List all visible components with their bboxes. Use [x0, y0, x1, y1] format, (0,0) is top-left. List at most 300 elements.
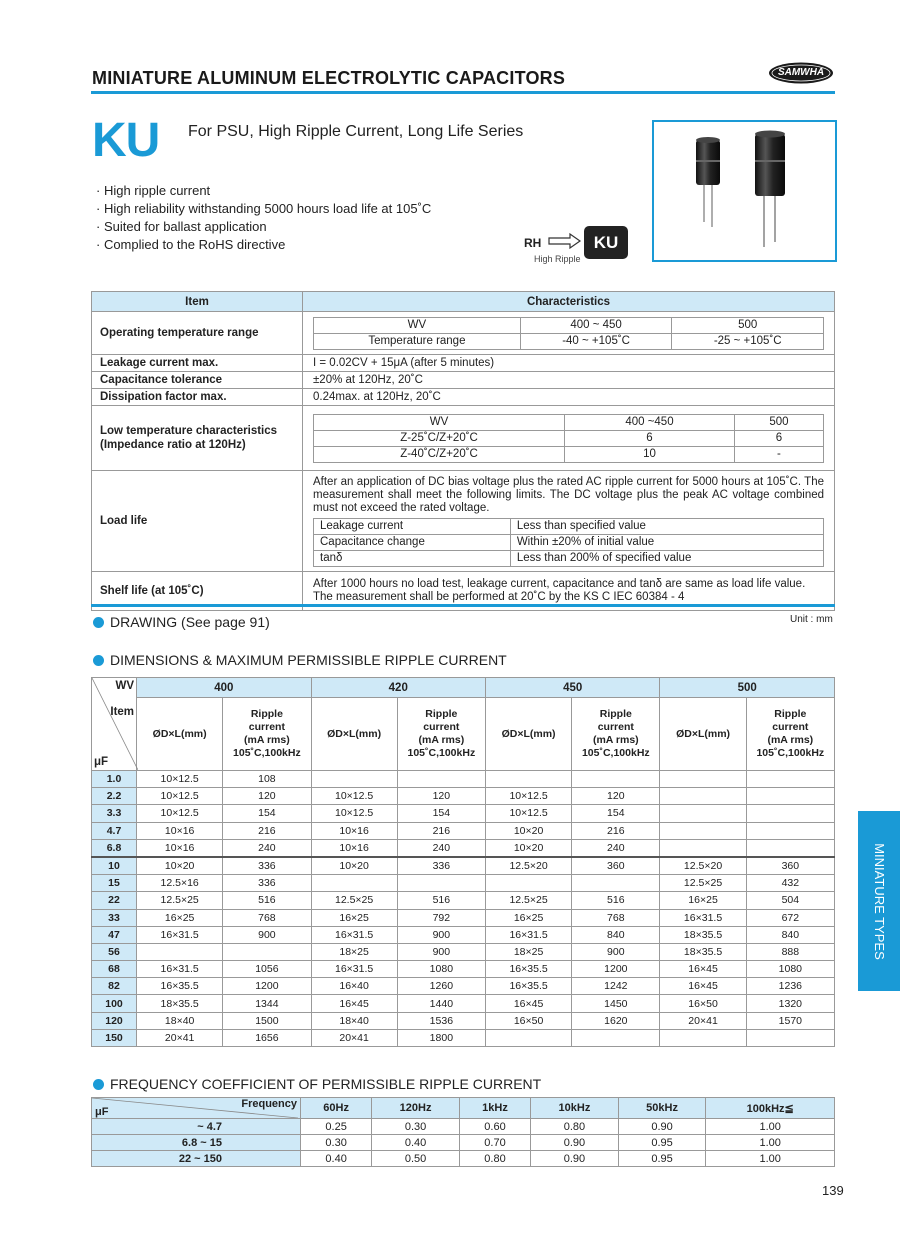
voltage-header: 400: [137, 678, 311, 698]
drawing-page-ref: (See page 91): [181, 614, 270, 630]
col-header-ripple: [223, 698, 311, 771]
ripple-cell: 900: [572, 943, 660, 960]
dimension-cell: 10×16: [137, 822, 223, 839]
dimension-cell: 10×16: [311, 839, 397, 857]
table-row: [92, 1151, 835, 1167]
product-photo: [652, 120, 837, 262]
corner-item: Item: [110, 706, 135, 718]
series-subtitle: For PSU, High Ripple Current, Long Life Series: [188, 123, 524, 140]
subtable-cell: -40 ~ +105˚C: [520, 333, 672, 349]
table-row: [92, 771, 835, 788]
col-header-dimension: ØD×L(mm): [137, 698, 223, 771]
subtable-cell: 6: [565, 430, 735, 446]
ripple-cell: 1242: [572, 978, 660, 995]
table-row: [92, 788, 835, 805]
dimension-cell: 12.5×16: [137, 875, 223, 892]
frequency-header: 100kHz≦: [706, 1098, 835, 1119]
coefficient-cell: 0.80: [459, 1151, 530, 1167]
ripple-header-line: Ripple: [599, 708, 632, 720]
ripple-cell: [746, 788, 834, 805]
dimension-cell: 20×41: [137, 1029, 223, 1046]
dimension-cell: 16×31.5: [311, 961, 397, 978]
table-row: [92, 926, 835, 943]
arrow-right-icon: [548, 232, 582, 250]
subtable-cell: 500: [672, 317, 824, 333]
section-side-tab: [858, 811, 900, 991]
ripple-header-line: (mA rms): [418, 734, 465, 746]
ripple-cell: 672: [746, 909, 834, 926]
ripple-cell: 900: [397, 943, 485, 960]
coefficient-cell: 0.90: [531, 1151, 619, 1167]
subtable-cell: -: [734, 446, 823, 462]
dimension-cell: 10×12.5: [137, 771, 223, 788]
frequency-title: FREQUENCY COEFFICIENT OF PERMISSIBLE RIPPLE CURRENT: [110, 1076, 542, 1092]
ripple-cell: 216: [572, 822, 660, 839]
shelf-life-text: The measurement shall be performed at 20˚C by the KS C IEC 60384 - 4: [313, 591, 685, 603]
col-header-ripple: [746, 698, 834, 771]
subtable-cell: 6: [734, 430, 823, 446]
ripple-cell: 1080: [746, 961, 834, 978]
dimension-cell: 10×12.5: [485, 805, 571, 822]
ripple-header-line: (mA rms): [767, 734, 814, 746]
ripple-cell: 120: [223, 788, 311, 805]
dimension-cell: [660, 839, 746, 857]
subtable-cell: Less than specified value: [510, 518, 823, 534]
frequency-header: 120Hz: [372, 1098, 460, 1119]
corner-cell: [92, 678, 137, 771]
spec-value: 0.24max. at 120Hz, 20˚C: [303, 389, 835, 406]
ripple-cell: [746, 822, 834, 839]
bullet-dot-icon: [93, 1079, 104, 1090]
capacitance-cell: 33: [92, 909, 137, 926]
voltage-header: 420: [311, 678, 485, 698]
ripple-cell: 1200: [223, 978, 311, 995]
voltage-header: 450: [485, 678, 659, 698]
dimension-cell: 12.5×20: [660, 857, 746, 875]
lineage-caption: High Ripple: [534, 254, 581, 264]
spec-value: I = 0.02CV + 15μA (after 5 minutes): [303, 355, 835, 372]
dimension-cell: 10×16: [311, 822, 397, 839]
ripple-cell: 1260: [397, 978, 485, 995]
feature-item: · Suited for ballast application: [96, 219, 267, 234]
capacitance-cell: 2.2: [92, 788, 137, 805]
ripple-header-line: 105˚C,100kHz: [233, 747, 301, 759]
ripple-cell: 240: [572, 839, 660, 857]
table-row: [92, 943, 835, 960]
capacitance-cell: 47: [92, 926, 137, 943]
dimension-cell: 10×20: [485, 839, 571, 857]
dimension-cell: [485, 875, 571, 892]
capacitance-cell: 150: [92, 1029, 137, 1046]
subtable-cell: 10: [565, 446, 735, 462]
subtable-cell: Less than 200% of specified value: [510, 550, 823, 566]
load-life-text: After an application of DC bias voltage plus the rated AC ripple current for 5000 hours at 105˚C. The measurement shall meet the following limits. The DC voltage plus the peak AC voltage combined must not exceed the rated voltage.: [313, 475, 824, 514]
dimension-cell: 18×35.5: [660, 943, 746, 960]
table-row: [92, 1135, 835, 1151]
ripple-cell: 432: [746, 875, 834, 892]
spec-value: ±20% at 120Hz, 20˚C: [303, 372, 835, 389]
subtable-cell: Temperature range: [314, 333, 521, 349]
dimension-cell: 10×12.5: [311, 805, 397, 822]
drawing-heading: [93, 614, 270, 630]
bullet-dot-icon: [93, 617, 104, 628]
subtable-cell: tanδ: [314, 550, 511, 566]
ripple-cell: 1236: [746, 978, 834, 995]
col-header-ripple: [397, 698, 485, 771]
current-series-badge: KU: [584, 226, 628, 259]
samwha-logo: [768, 62, 834, 84]
feature-item: · Complied to the RoHS directive: [96, 237, 286, 252]
dimension-cell: 16×35.5: [485, 978, 571, 995]
table-row: [92, 892, 835, 909]
predecessor-series-label: RH: [524, 236, 542, 250]
capacitance-cell: 82: [92, 978, 137, 995]
ripple-cell: 108: [223, 771, 311, 788]
ripple-header-line: 105˚C,100kHz: [756, 747, 825, 759]
dimension-cell: [660, 771, 746, 788]
ripple-cell: [572, 1029, 660, 1046]
ripple-cell: 888: [746, 943, 834, 960]
ripple-header-line: current: [597, 721, 634, 733]
dimension-cell: 16×25: [137, 909, 223, 926]
dimension-cell: 16×35.5: [137, 978, 223, 995]
subtable-cell: Within ±20% of initial value: [510, 534, 823, 550]
corner-uf: μF: [94, 756, 109, 768]
coefficient-cell: 0.25: [301, 1119, 372, 1135]
ripple-cell: [223, 943, 311, 960]
corner-wv: WV: [115, 680, 135, 692]
dimension-cell: 18×25: [311, 943, 397, 960]
dimension-cell: 10×20: [137, 857, 223, 875]
corner-uf: μF: [95, 1106, 109, 1118]
ripple-cell: 504: [746, 892, 834, 909]
table-row: [92, 839, 835, 857]
ripple-cell: [397, 771, 485, 788]
unit-note: Unit : mm: [790, 614, 833, 625]
spec-header-item: Item: [92, 292, 303, 312]
ripple-cell: 1320: [746, 995, 834, 1012]
capacitance-cell: 120: [92, 1012, 137, 1029]
capacitance-cell: 15: [92, 875, 137, 892]
ripple-header-line: 105˚C,100kHz: [581, 747, 650, 759]
dimension-cell: 12.5×20: [485, 857, 571, 875]
ripple-cell: [746, 805, 834, 822]
corner-frequency: Frequency: [241, 1098, 297, 1110]
subtable-cell: 400 ~450: [565, 414, 735, 430]
frequency-header: 50kHz: [618, 1098, 706, 1119]
ripple-cell: [572, 875, 660, 892]
drawing-title: DRAWING: [110, 614, 178, 630]
ripple-cell: 768: [223, 909, 311, 926]
table-row: [92, 805, 835, 822]
dimension-cell: 16×31.5: [311, 926, 397, 943]
ripple-cell: 216: [223, 822, 311, 839]
subtable-cell: WV: [314, 414, 565, 430]
ripple-header-line: 105˚C,100kHz: [407, 747, 476, 759]
dimension-cell: 18×40: [137, 1012, 223, 1029]
dimension-cell: 10×12.5: [137, 788, 223, 805]
section-rule: [91, 604, 835, 607]
ripple-cell: [746, 1029, 834, 1046]
ripple-cell: 336: [223, 875, 311, 892]
ripple-cell: [746, 771, 834, 788]
capacitance-cell: 10: [92, 857, 137, 875]
ripple-cell: 360: [572, 857, 660, 875]
coefficient-cell: 0.95: [618, 1151, 706, 1167]
ripple-cell: 1800: [397, 1029, 485, 1046]
ripple-cell: 792: [397, 909, 485, 926]
frequency-header: 1kHz: [459, 1098, 530, 1119]
capacitance-cell: 22: [92, 892, 137, 909]
spec-label: Operating temperature range: [92, 312, 303, 355]
ripple-cell: 1570: [746, 1012, 834, 1029]
subtable-cell: Z-40˚C/Z+20˚C: [314, 446, 565, 462]
shelf-life-text: After 1000 hours no load test, leakage current, capacitance and tanδ are same as load life value.: [313, 578, 806, 590]
ripple-cell: 1656: [223, 1029, 311, 1046]
dimension-cell: 10×16: [137, 839, 223, 857]
ripple-cell: 154: [223, 805, 311, 822]
header-rule: [91, 91, 835, 94]
capacitance-cell: 6.8: [92, 839, 137, 857]
table-row: [92, 857, 835, 875]
ripple-cell: 516: [397, 892, 485, 909]
operating-temp-subtable: [313, 317, 824, 350]
spec-label: Dissipation factor max.: [92, 389, 303, 406]
dimension-cell: 12.5×25: [485, 892, 571, 909]
dimension-cell: 16×31.5: [660, 909, 746, 926]
capacitance-range-cell: ~ 4.7: [92, 1119, 301, 1135]
ripple-cell: 154: [397, 805, 485, 822]
dimensions-heading: [93, 652, 507, 668]
dimension-cell: [137, 943, 223, 960]
ripple-header-line: (mA rms): [244, 734, 290, 746]
subtable-cell: Leakage current: [314, 518, 511, 534]
dimension-cell: 16×50: [485, 1012, 571, 1029]
table-row: [92, 978, 835, 995]
ripple-cell: 120: [572, 788, 660, 805]
dimension-cell: [485, 771, 571, 788]
ripple-header-line: (mA rms): [592, 734, 639, 746]
ripple-cell: 1344: [223, 995, 311, 1012]
dimension-cell: 16×45: [311, 995, 397, 1012]
col-header-dimension: ØD×L(mm): [660, 698, 746, 771]
dimension-cell: 16×31.5: [137, 961, 223, 978]
capacitance-cell: 3.3: [92, 805, 137, 822]
spec-label: Low temperature characteristics: [100, 425, 278, 437]
dimension-cell: 16×25: [660, 892, 746, 909]
subtable-cell: 400 ~ 450: [520, 317, 672, 333]
ripple-cell: 900: [397, 926, 485, 943]
col-header-dimension: ØD×L(mm): [485, 698, 571, 771]
ripple-cell: 216: [397, 822, 485, 839]
ripple-cell: 1440: [397, 995, 485, 1012]
page-number: 139: [822, 1183, 844, 1198]
bullet-dot-icon: [93, 655, 104, 666]
dimensions-title: DIMENSIONS & MAXIMUM PERMISSIBLE RIPPLE CURRENT: [110, 652, 507, 668]
capacitance-cell: 100: [92, 995, 137, 1012]
capacitance-cell: 68: [92, 961, 137, 978]
dimension-cell: [660, 822, 746, 839]
feature-list: [96, 182, 431, 254]
dimension-cell: 16×50: [660, 995, 746, 1012]
spec-label: Shelf life (at 105˚C): [92, 572, 303, 611]
dimension-cell: 12.5×25: [311, 892, 397, 909]
coefficient-cell: 0.30: [301, 1135, 372, 1151]
table-row: [92, 875, 835, 892]
subtable-cell: Capacitance change: [314, 534, 511, 550]
table-row: [92, 961, 835, 978]
load-life-subtable: [313, 518, 824, 567]
ripple-cell: 516: [572, 892, 660, 909]
capacitance-cell: 1.0: [92, 771, 137, 788]
table-row: [92, 1029, 835, 1046]
coefficient-cell: 0.95: [618, 1135, 706, 1151]
dimension-cell: 16×40: [311, 978, 397, 995]
subtable-cell: WV: [314, 317, 521, 333]
frequency-header: 10kHz: [531, 1098, 619, 1119]
dimension-cell: [660, 805, 746, 822]
dimension-cell: 10×12.5: [485, 788, 571, 805]
ripple-cell: 336: [223, 857, 311, 875]
ripple-cell: 1536: [397, 1012, 485, 1029]
table-row: [92, 1119, 835, 1135]
ripple-cell: 240: [397, 839, 485, 857]
table-row: [92, 909, 835, 926]
subtable-cell: Z-25˚C/Z+20˚C: [314, 430, 565, 446]
table-row: [92, 822, 835, 839]
dimension-cell: 16×45: [660, 961, 746, 978]
dimension-cell: 16×31.5: [137, 926, 223, 943]
dimension-cell: 12.5×25: [137, 892, 223, 909]
feature-item: · High reliability withstanding 5000 hours load life at 105˚C: [96, 201, 432, 216]
specifications-table: [91, 291, 835, 611]
ripple-header-line: Ripple: [250, 708, 283, 720]
ripple-cell: 240: [223, 839, 311, 857]
ripple-cell: 1620: [572, 1012, 660, 1029]
dimension-cell: 16×25: [485, 909, 571, 926]
ripple-header-line: current: [248, 721, 285, 733]
capacitance-cell: 56: [92, 943, 137, 960]
side-tab-label: MINIATURE TYPES: [871, 842, 887, 960]
coefficient-cell: 0.90: [618, 1119, 706, 1135]
ripple-cell: [572, 771, 660, 788]
dimensions-table: [91, 677, 835, 1047]
dimension-cell: 20×41: [311, 1029, 397, 1046]
ripple-cell: 840: [746, 926, 834, 943]
ripple-cell: 516: [223, 892, 311, 909]
coefficient-cell: 0.40: [372, 1135, 460, 1151]
ripple-cell: 1056: [223, 961, 311, 978]
frequency-header: 60Hz: [301, 1098, 372, 1119]
coefficient-cell: 1.00: [706, 1119, 835, 1135]
capacitor-illustration: [654, 122, 835, 260]
dimension-cell: 16×31.5: [485, 926, 571, 943]
low-temp-subtable: [313, 414, 824, 463]
ripple-cell: 120: [397, 788, 485, 805]
logo-text: SAMWHA: [777, 67, 825, 78]
ripple-cell: 1200: [572, 961, 660, 978]
catalog-title: MINIATURE ALUMINUM ELECTROLYTIC CAPACITORS: [92, 68, 566, 88]
dimension-cell: 10×12.5: [137, 805, 223, 822]
spec-label: (Impedance ratio at 120Hz): [100, 439, 246, 451]
dimension-cell: 10×12.5: [311, 788, 397, 805]
ripple-cell: 1500: [223, 1012, 311, 1029]
capacitance-range-cell: 6.8 ~ 15: [92, 1135, 301, 1151]
dimension-cell: 10×20: [485, 822, 571, 839]
subtable-cell: -25 ~ +105˚C: [672, 333, 824, 349]
dimension-cell: 16×45: [660, 978, 746, 995]
ripple-cell: 154: [572, 805, 660, 822]
dimension-cell: [660, 1029, 746, 1046]
frequency-coefficient-table: [91, 1097, 835, 1167]
spec-header-characteristics: Characteristics: [303, 292, 835, 312]
dimension-cell: [311, 875, 397, 892]
coefficient-cell: 0.60: [459, 1119, 530, 1135]
dimension-cell: 16×35.5: [485, 961, 571, 978]
ripple-cell: 900: [223, 926, 311, 943]
ripple-header-line: current: [423, 721, 460, 733]
ripple-cell: 840: [572, 926, 660, 943]
ripple-header-line: Ripple: [425, 708, 458, 720]
series-code: KU: [92, 114, 160, 167]
subtable-cell: 500: [734, 414, 823, 430]
table-row: [92, 1012, 835, 1029]
coefficient-cell: 1.00: [706, 1135, 835, 1151]
ripple-cell: 360: [746, 857, 834, 875]
table-row: [92, 995, 835, 1012]
ripple-cell: 336: [397, 857, 485, 875]
coefficient-cell: 0.80: [531, 1119, 619, 1135]
coefficient-cell: 0.50: [372, 1151, 460, 1167]
spec-label: Capacitance tolerance: [92, 372, 303, 389]
dimension-cell: 18×35.5: [137, 995, 223, 1012]
ripple-cell: 1450: [572, 995, 660, 1012]
dimension-cell: 18×40: [311, 1012, 397, 1029]
dimension-cell: 20×41: [660, 1012, 746, 1029]
ripple-cell: 1080: [397, 961, 485, 978]
voltage-header: 500: [660, 678, 835, 698]
capacitance-cell: 4.7: [92, 822, 137, 839]
dimension-cell: 12.5×25: [660, 875, 746, 892]
feature-item: · High ripple current: [96, 183, 211, 198]
ripple-header-line: Ripple: [774, 708, 807, 720]
col-header-ripple: [572, 698, 660, 771]
capacitance-range-cell: 22 ~ 150: [92, 1151, 301, 1167]
ripple-cell: [746, 839, 834, 857]
frequency-heading: [93, 1076, 541, 1092]
col-header-dimension: ØD×L(mm): [311, 698, 397, 771]
corner-cell: [92, 1098, 301, 1119]
coefficient-cell: 0.70: [459, 1135, 530, 1151]
coefficient-cell: 0.90: [531, 1135, 619, 1151]
spec-label: Leakage current max.: [92, 355, 303, 372]
ripple-cell: 768: [572, 909, 660, 926]
spec-label: Load life: [92, 471, 303, 572]
dimension-cell: [311, 771, 397, 788]
coefficient-cell: 0.30: [372, 1119, 460, 1135]
coefficient-cell: 1.00: [706, 1151, 835, 1167]
ripple-cell: [397, 875, 485, 892]
dimension-cell: 16×25: [311, 909, 397, 926]
dimension-cell: 10×20: [311, 857, 397, 875]
dimension-cell: 16×45: [485, 995, 571, 1012]
dimension-cell: [660, 788, 746, 805]
coefficient-cell: 0.40: [301, 1151, 372, 1167]
dimension-cell: [485, 1029, 571, 1046]
dimension-cell: 18×25: [485, 943, 571, 960]
dimension-cell: 18×35.5: [660, 926, 746, 943]
ripple-header-line: current: [772, 721, 809, 733]
